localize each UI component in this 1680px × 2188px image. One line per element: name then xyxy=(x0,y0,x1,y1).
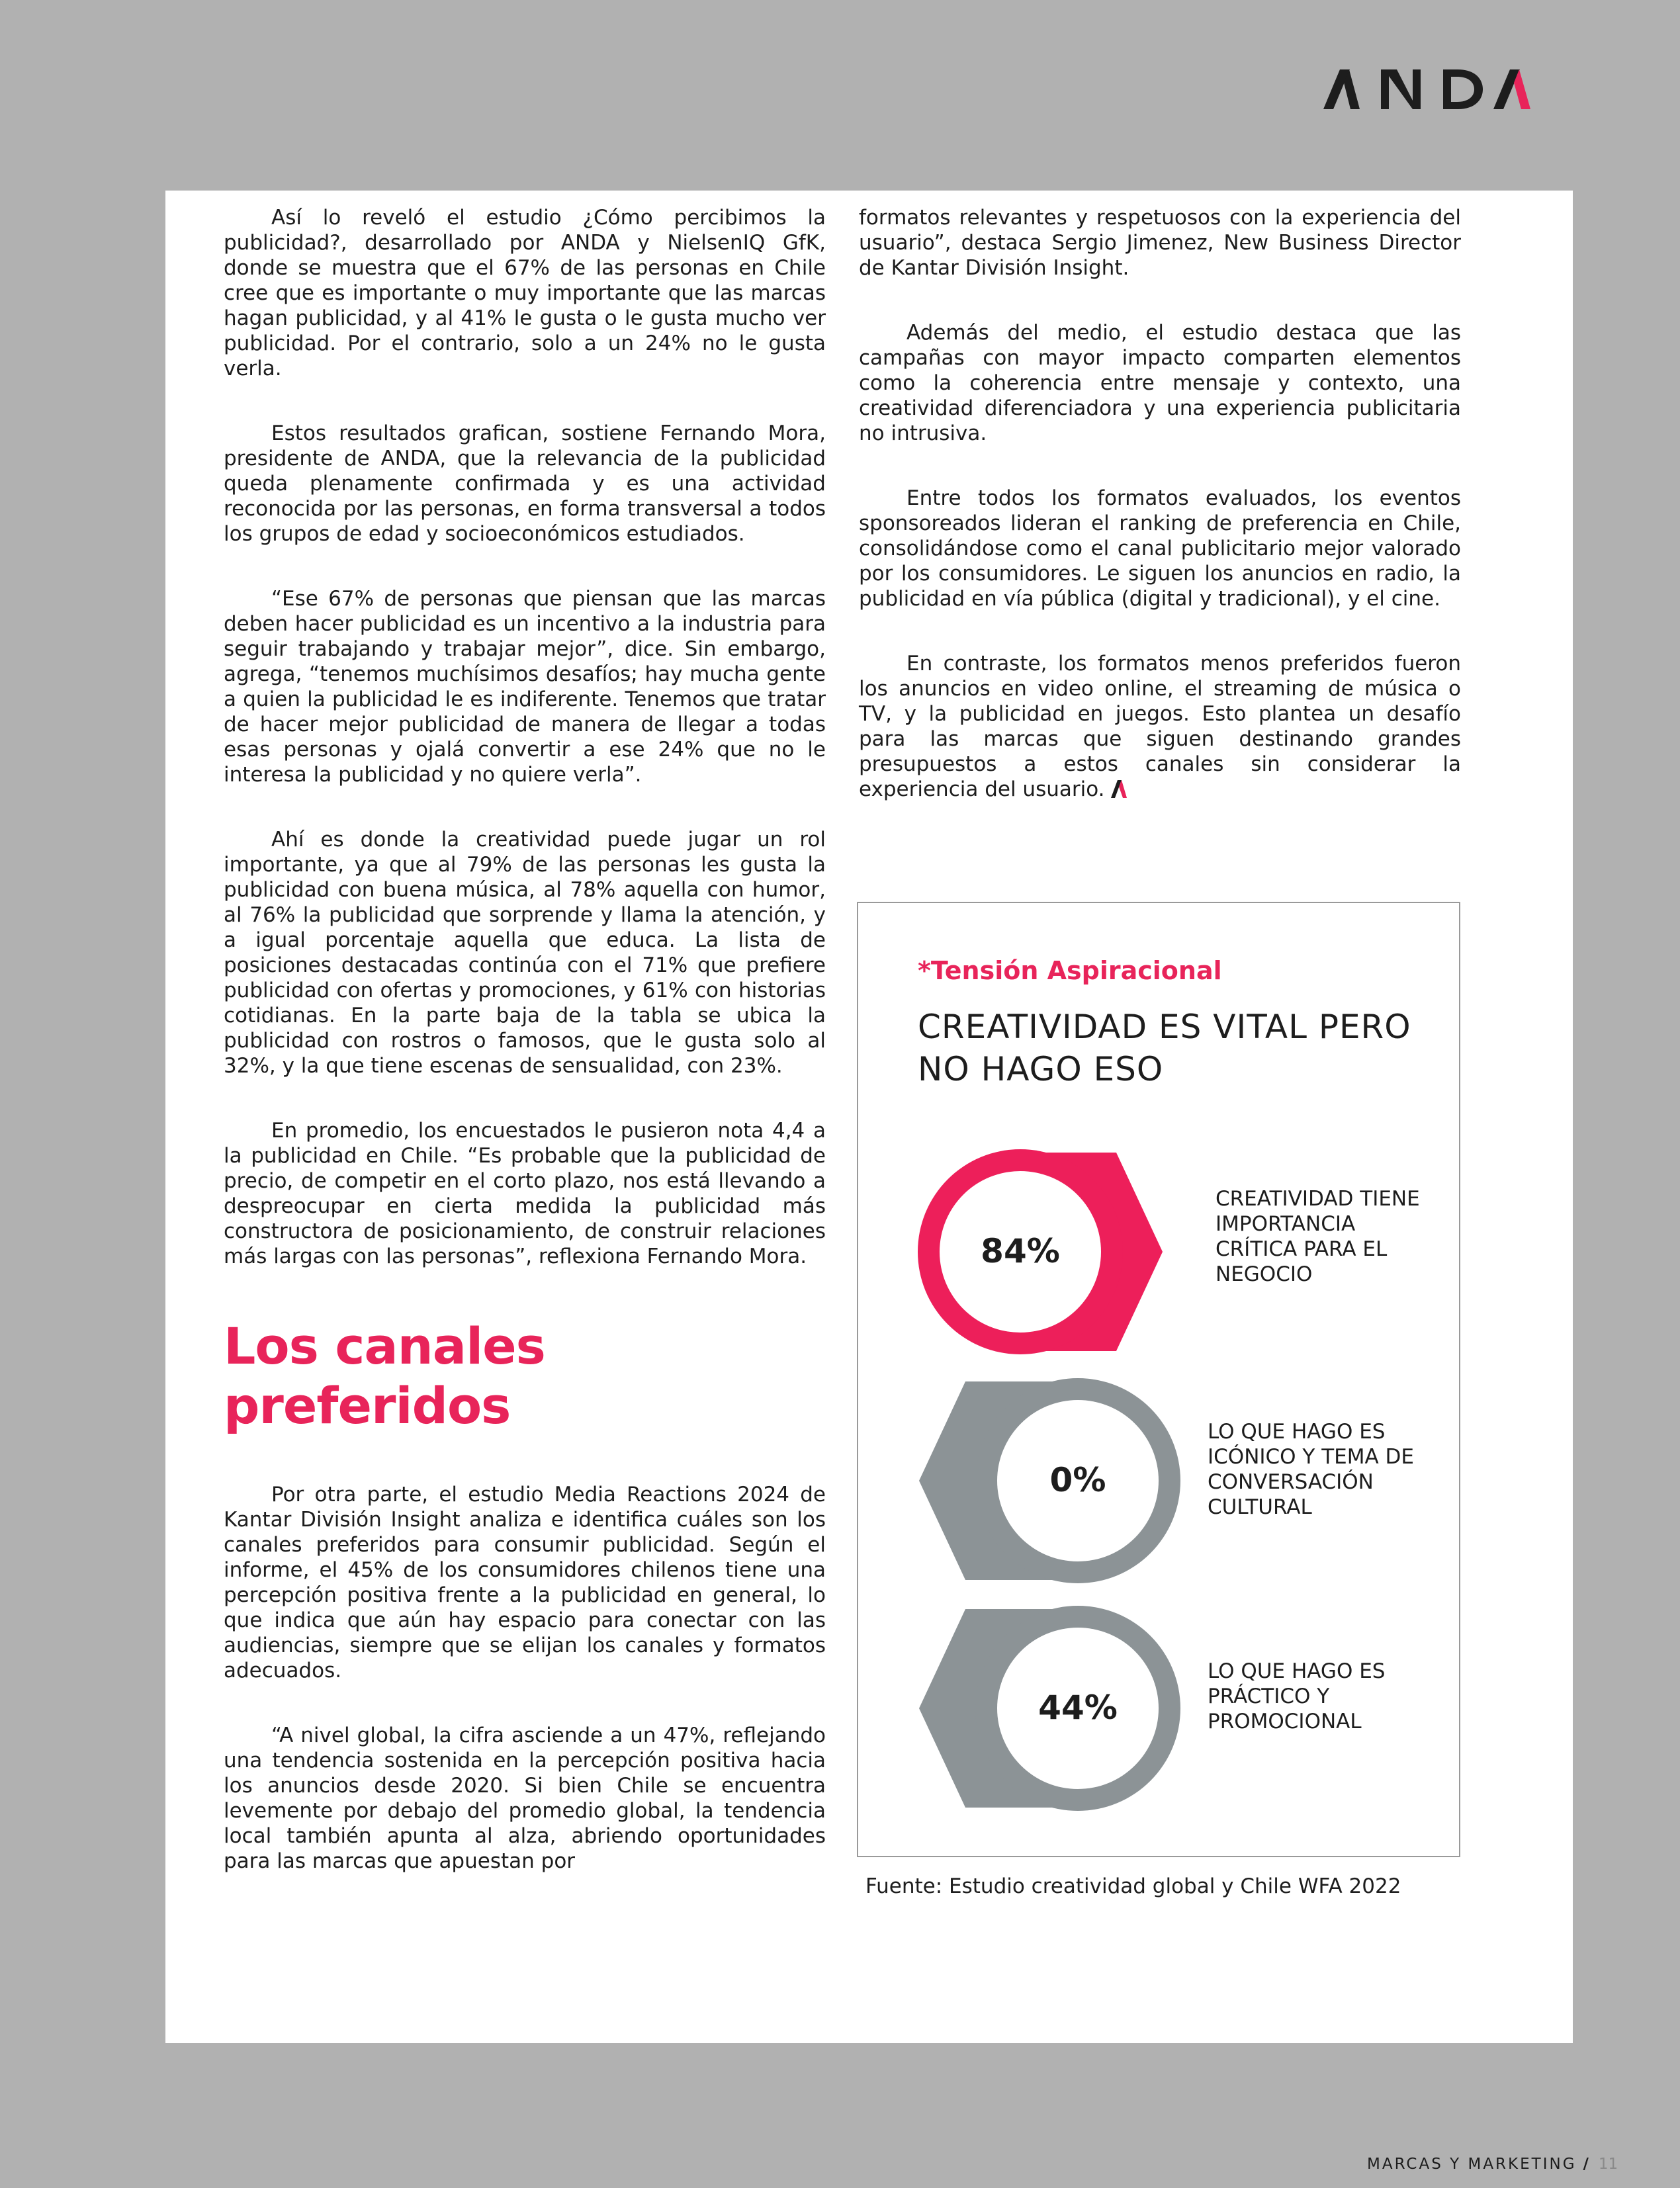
paragraph: Entre todos los formatos evaluados, los eventos sponsoreados lideran el ranking de preferencia en Chile, consolidándose como el canal publicitario mejor valorado por los consumidores. Le siguen los anuncios en radio, la publicidad en vía pública (digital y tradicional), y el cine. xyxy=(859,486,1461,611)
stat-value: 0% xyxy=(1049,1461,1106,1499)
page-number: 11 xyxy=(1598,2156,1618,2173)
paragraph: Ahí es donde la creatividad puede jugar un rol importante, ya que al 79% de las personas les gusta la publicidad con buena música, al 78% aquella con humor, al 76% la publicidad que sorprende y llama la atención, y a igual porcentaje aquella que educa. La lista de posiciones destacadas continúa con el 71% que prefiere publicidad con ofertas y promociones, y 61% con historias cotidianas. En la parte baja de la tabla se ubica la publicidad con rostros o famosos, que le gusta solo al 32%, y la que tiene escenas de sensualidad, con 23%. xyxy=(224,828,826,1078)
paragraph: “Ese 67% de personas que piensan que las marcas deben hacer publicidad es un incentivo a la industria para seguir trabajando y trabajar mejor”, dice. Sin embargo, agrega, “tenemos muchísimos desafíos; hay mucha gente a quien la publicidad le es indiferente. Tenemos que tratar de hacer mejor publicidad de manera de llegar a todas esas personas y ojalá convertir a ese 24% que no le interesa la publicidad y no quiere verla”. xyxy=(224,587,826,787)
footer-divider: / xyxy=(1583,2156,1591,2173)
stat-label: LO QUE HAGO ES PRÁCTICO Y PROMOCIONAL xyxy=(1208,1659,1386,1733)
paragraph-text: En contraste, los formatos menos preferidos fueron los anuncios en video online, el streaming de música o TV, y la publicidad en juegos. Esto plantea un desafío para las marcas que siguen destinando grandes presupuestos a estos canales sin considerar la experiencia del usuario. xyxy=(859,652,1461,801)
anda-logo xyxy=(1320,66,1532,112)
paragraph: formatos relevantes y respetuosos con la experiencia del usuario”, destaca Sergio Jimenez, New Business Director de Kantar División Insight. xyxy=(859,206,1461,280)
infobox-tag: *Tensión Aspiracional xyxy=(918,956,1222,985)
section-heading: Los canales preferidos xyxy=(224,1317,545,1435)
paragraph: Estos resultados grafican, sostiene Fernando Mora, presidente de ANDA, que la relevancia de la publicidad queda plenamente confirmada y es una actividad reconocida por las personas, en forma transversal a todos los grupos de edad y socioeconómicos estudiados. xyxy=(224,421,826,546)
anda-end-mark-icon xyxy=(1110,779,1127,799)
infobox xyxy=(857,902,1460,1857)
infobox-title: CREATIVIDAD ES VITAL PERO NO HAGO ESO xyxy=(918,1008,1411,1088)
source-note: Fuente: Estudio creatividad global y Chile WFA 2022 xyxy=(865,1874,1401,1898)
stat-label: CREATIVIDAD TIENE IMPORTANCIA CRÍTICA PARA EL NEGOCIO xyxy=(1216,1187,1420,1286)
article-page xyxy=(165,191,1573,2043)
paragraph: Por otra parte, el estudio Media Reactions 2024 de Kantar División Insight analiza e identifica cuáles son los canales preferidos para consumir publicidad. Según el informe, el 45% de los consumidores chilenos tiene una percepción positiva frente a la publicidad en general, lo que indica que aún hay espacio para conectar con las audiencias, siempre que se elijan los canales y formatos adecuados. xyxy=(224,1483,826,1683)
paragraph: Así lo reveló el estudio ¿Cómo percibimos la publicidad?, desarrollado por ANDA y NielsenIQ GfK, donde se muestra que el 67% de las personas en Chile cree que es importante o muy importante que las marcas hagan publicidad, y al 41% le gusta o le gusta mucho ver publicidad. Por el contrario, solo a un 24% no le gusta verla. xyxy=(224,206,826,380)
paragraph: En promedio, los encuestados le pusieron nota 4,4 a la publicidad en Chile. “Es probable que la publicidad de precio, de competir en el corto plazo, nos está llevando a despreocupar en cierta medida la publicidad más constructora de posicionamiento, de construir relaciones más largas con las personas”, reflexiona Fernando Mora. xyxy=(224,1119,826,1268)
left-column xyxy=(224,205,826,1913)
stat-label: LO QUE HAGO ES ICÓNICO Y TEMA DE CONVERSACIÓN CULTURAL xyxy=(1208,1420,1414,1519)
paragraph: Además del medio, el estudio destaca que las campañas con mayor impacto comparten elementos como la coherencia entre mensaje y contexto, una creatividad diferenciadora y una experiencia publicitaria no intrusiva. xyxy=(859,321,1461,445)
paragraph: “A nivel global, la cifra asciende a un 47%, reflejando una tendencia sostenida en la percepción positiva hacia los anuncios desde 2020. Si bien Chile se encuentra levemente por debajo del promedio global, la tendencia local también apunta al alza, abriendo oportunidades para las marcas que apuestan por xyxy=(224,1724,826,1873)
stat-value: 84% xyxy=(981,1232,1060,1270)
paragraph xyxy=(859,651,1461,802)
footer-section: MARCAS Y MARKETING xyxy=(1367,2156,1577,2173)
right-column xyxy=(859,205,1461,842)
page-footer xyxy=(1367,2156,1618,2173)
stat-value: 44% xyxy=(1038,1688,1118,1727)
